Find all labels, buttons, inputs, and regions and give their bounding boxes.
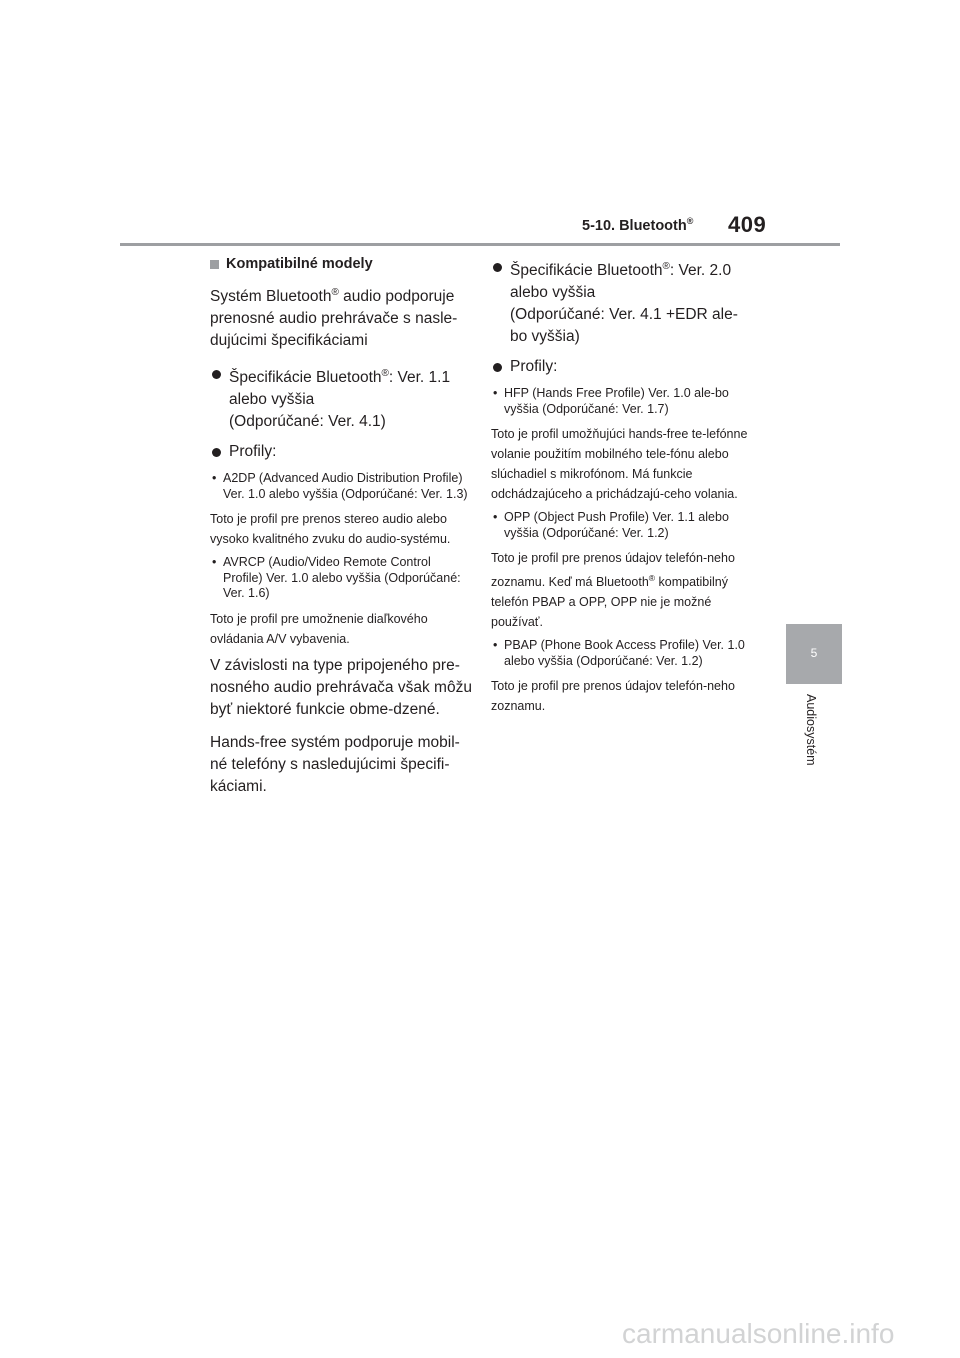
bullet-dot-icon: [212, 448, 221, 457]
hfp-description: Toto je profil umožňujúci hands-free te-lefónne volanie použitím mobilného tele-fónu alebo slúchadiel s mikrofónom. Má funkcie odchádzajúceho a prichádzajú-ceho volania.: [491, 427, 748, 502]
avrcp-description: Toto je profil pre umožnenie diaľkového ovládania A/V vybavenia.: [210, 611, 428, 646]
intro-paragraph: Systém Bluetooth® audio podporuje prenosné audio prehrávače s nasle-dujúcimi špecifikáciami: [210, 287, 458, 350]
section-heading: Kompatibilné modely: [210, 256, 472, 272]
profiles-item: Profily:: [491, 356, 753, 378]
bullet-dot-icon: [493, 263, 502, 272]
bullet-dot-icon: [493, 363, 502, 372]
profile-a2dp: • A2DP (Advanced Audio Distribution Profile) Ver. 1.0 alebo vyššia (Odporúčané: Ver. 1.3): [212, 471, 468, 501]
profile-pbap: • PBAP (Phone Book Access Profile) Ver. 1.0 alebo vyššia (Odporúčané: Ver. 1.2): [493, 638, 745, 668]
opp-description: Toto je profil pre prenos údajov telefón-neho zoznamu. Keď má Bluetooth® kompatibilný telefón PBAP a OPP, OPP nie je možné používať.: [491, 551, 735, 630]
bluetooth-spec-item: Špecifikácie Bluetooth®: Ver. 2.0 alebo vyššia (Odporúčané: Ver. 4.1 +EDR ale-bo vyššia): [491, 256, 753, 348]
handsfree-note: Hands-free systém podporuje mobil-né telefóny s nasledujúcimi špecifi-káciami.: [210, 733, 460, 795]
page-number: 409: [728, 212, 767, 237]
pbap-description: Toto je profil pre prenos údajov telefón-neho zoznamu.: [491, 679, 735, 714]
chapter-label: Audiosystém: [804, 694, 818, 766]
chapter-tab: 5: [786, 624, 842, 684]
header-divider: [120, 243, 840, 246]
bullet-dot-icon: [212, 370, 221, 379]
square-bullet-icon: [210, 260, 219, 269]
bluetooth-spec-item: Špecifikácie Bluetooth®: Ver. 1.1 alebo vyššia (Odporúčané: Ver. 4.1): [210, 363, 472, 433]
compat-note: V závislosti na type pripojeného pre-nosného audio prehrávača však môžu byť niektoré funkcie obme-dzené.: [210, 656, 472, 718]
right-column: [491, 256, 753, 722]
left-column: [210, 256, 472, 809]
section-title: 5-10. Bluetooth®: [582, 216, 694, 234]
watermark: carmanualsonline.info: [622, 1318, 895, 1349]
profiles-item: Profily:: [210, 441, 472, 463]
a2dp-description: Toto je profil pre prenos stereo audio alebo vysoko kvalitného zvuku do audio-systému.: [210, 512, 451, 547]
profile-hfp: • HFP (Hands Free Profile) Ver. 1.0 ale-bo vyššia (Odporúčané: Ver. 1.7): [493, 386, 729, 416]
profile-avrcp: • AVRCP (Audio/Video Remote Control Profile) Ver. 1.0 alebo vyššia (Odporúčané: Ver. 1.6): [212, 555, 461, 601]
profile-opp: • OPP (Object Push Profile) Ver. 1.1 alebo vyššia (Odporúčané: Ver. 1.2): [493, 510, 729, 540]
